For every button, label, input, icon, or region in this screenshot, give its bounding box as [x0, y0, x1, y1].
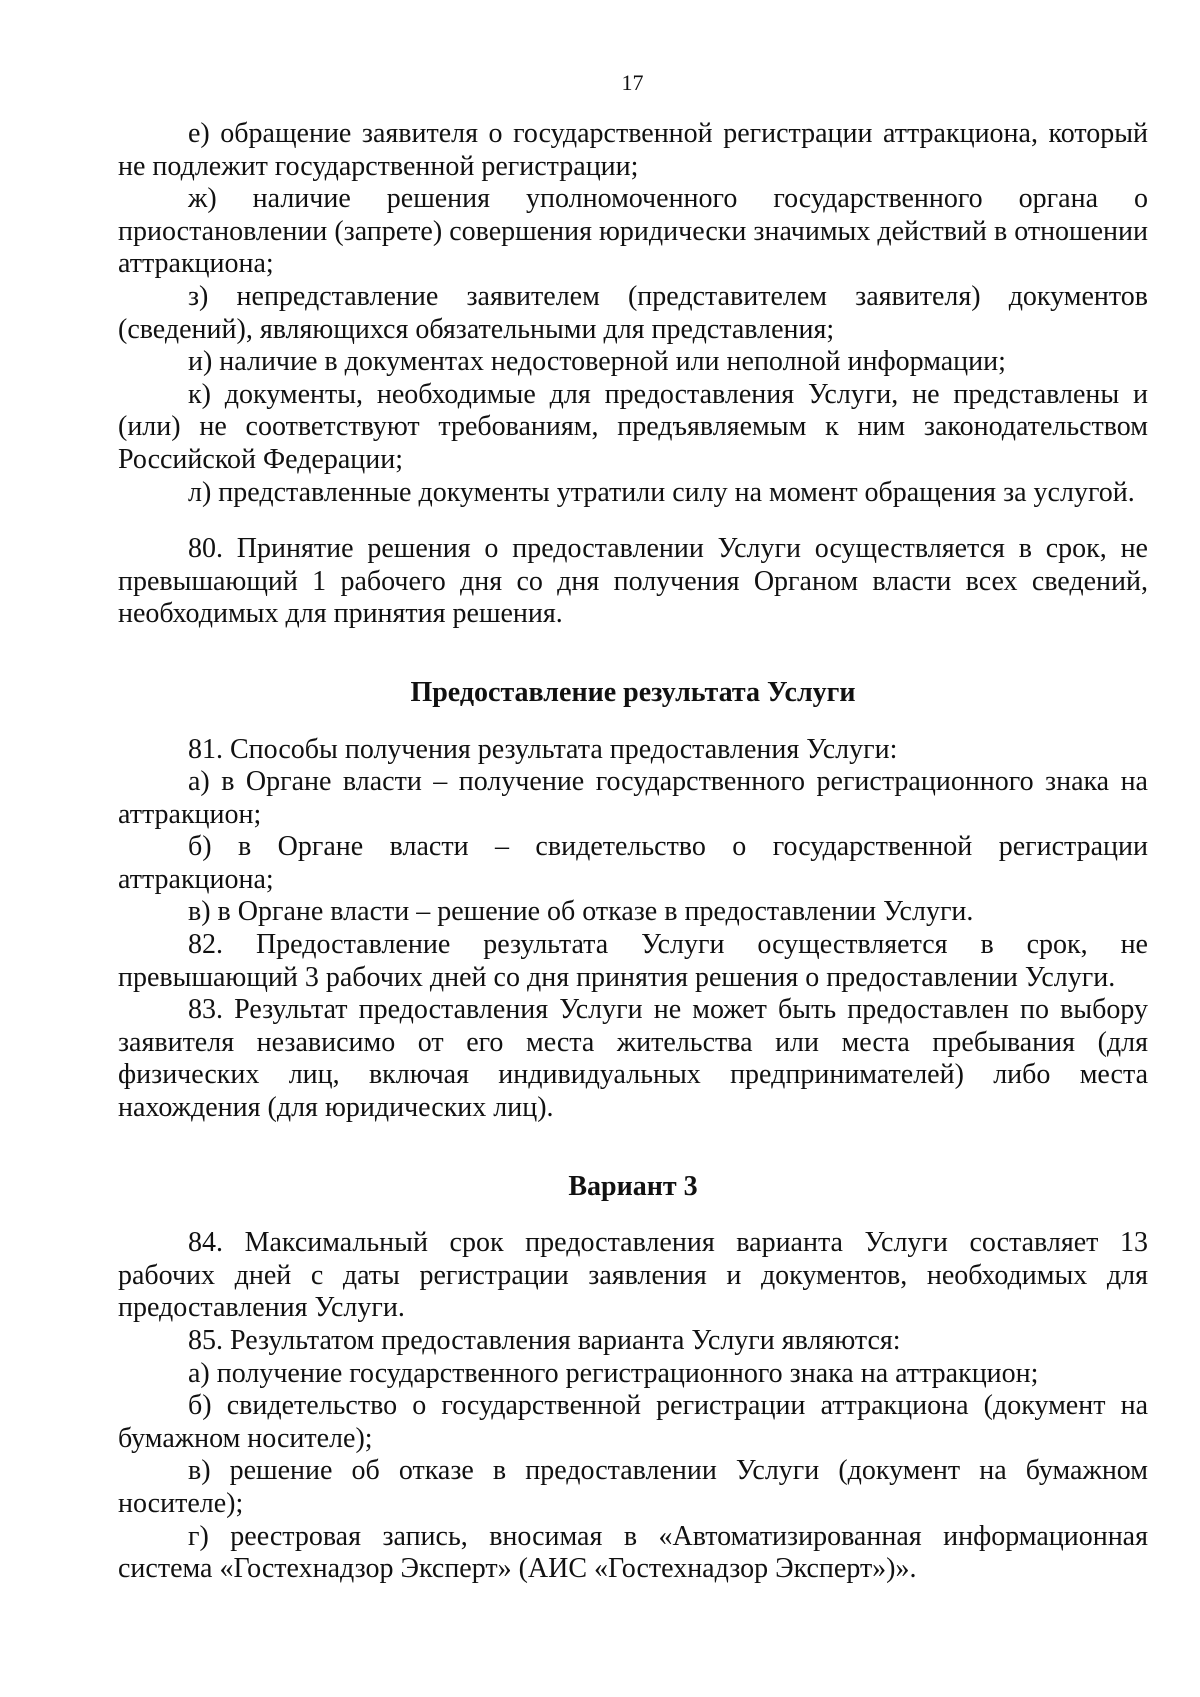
- paragraph-z: з) непредставление заявителем (представителем заявителя) документов (сведений), являющихся обязательными для представления;: [118, 280, 1148, 345]
- paragraph-82: 82. Предоставление результата Услуги осуществляется в срок, не превышающий 3 рабочих дней со дня принятия решения о предоставлении Услуги.: [118, 929, 1148, 993]
- paragraph-85-a: а) получение государственного регистрационного знака на аттракцион;: [188, 1357, 1039, 1389]
- paragraph-l: л) представленные документы утратили силу на момент обращения за услугой.: [188, 476, 1135, 508]
- paragraph-81-a: а) в Органе власти – получение государственного регистрационного знака на аттракцион;: [118, 766, 1148, 830]
- paragraph-zh: ж) наличие решения уполномоченного государственного органа о приостановлении (запрете) совершения юридически значимых действий в отношении аттракциона;: [118, 183, 1148, 280]
- paragraph-81: 81. Способы получения результата предоставления Услуги:: [188, 733, 898, 765]
- paragraph-81-v: в) в Органе власти – решение об отказе в предоставлении Услуги.: [188, 896, 974, 928]
- paragraph-k: к) документы, необходимые для предоставления Услуги, не представлены и (или) не соответствуют требованиям, предъявляемым к ним законодательством Российской Федерации;: [118, 378, 1148, 475]
- section-heading-result: Предоставление результата Услуги: [410, 676, 856, 708]
- section-heading-variant-3: Вариант 3: [568, 1170, 698, 1202]
- paragraph-80: 80. Принятие решения о предоставлении Услуги осуществляется в срок, не превышающий 1 рабочего дня со дня получения Органом власти всех сведений, необходимых для принятия решения.: [118, 533, 1148, 630]
- paragraph-85-v: в) решение об отказе в предоставлении Услуги (документ на бумажном носителе);: [118, 1455, 1148, 1519]
- paragraph-85-g: г) реестровая запись, вносимая в «Автоматизированная информационная система «Гостехнадзор Эксперт» (АИС «Гостехнадзор Эксперт»)».: [118, 1520, 1148, 1585]
- paragraph-81-b: б) в Органе власти – свидетельство о государственной регистрации аттракциона;: [118, 831, 1148, 895]
- paragraph-85: 85. Результатом предоставления варианта Услуги являются:: [188, 1325, 901, 1356]
- paragraph-83: 83. Результат предоставления Услуги не может быть предоставлен по выбору заявителя независимо от его места жительства или места пребывания (для физических лиц, включая индивидуальных предпринимателей) либо места нахождения (для юридических лиц).: [118, 994, 1148, 1124]
- paragraph-85-b: б) свидетельство о государственной регистрации аттракциона (документ на бумажном носителе);: [118, 1390, 1148, 1454]
- paragraph-e: е) обращение заявителя о государственной регистрации аттракциона, который не подлежит государственной регистрации;: [118, 118, 1148, 182]
- page-number: 17: [621, 70, 644, 95]
- document-body: [118, 118, 1148, 1586]
- paragraph-84: 84. Максимальный срок предоставления варианта Услуги составляет 13 рабочих дней с даты регистрации заявления и документов, необходимых для предоставления Услуги.: [118, 1227, 1148, 1324]
- paragraph-i: и) наличие в документах недостоверной или неполной информации;: [188, 346, 1006, 378]
